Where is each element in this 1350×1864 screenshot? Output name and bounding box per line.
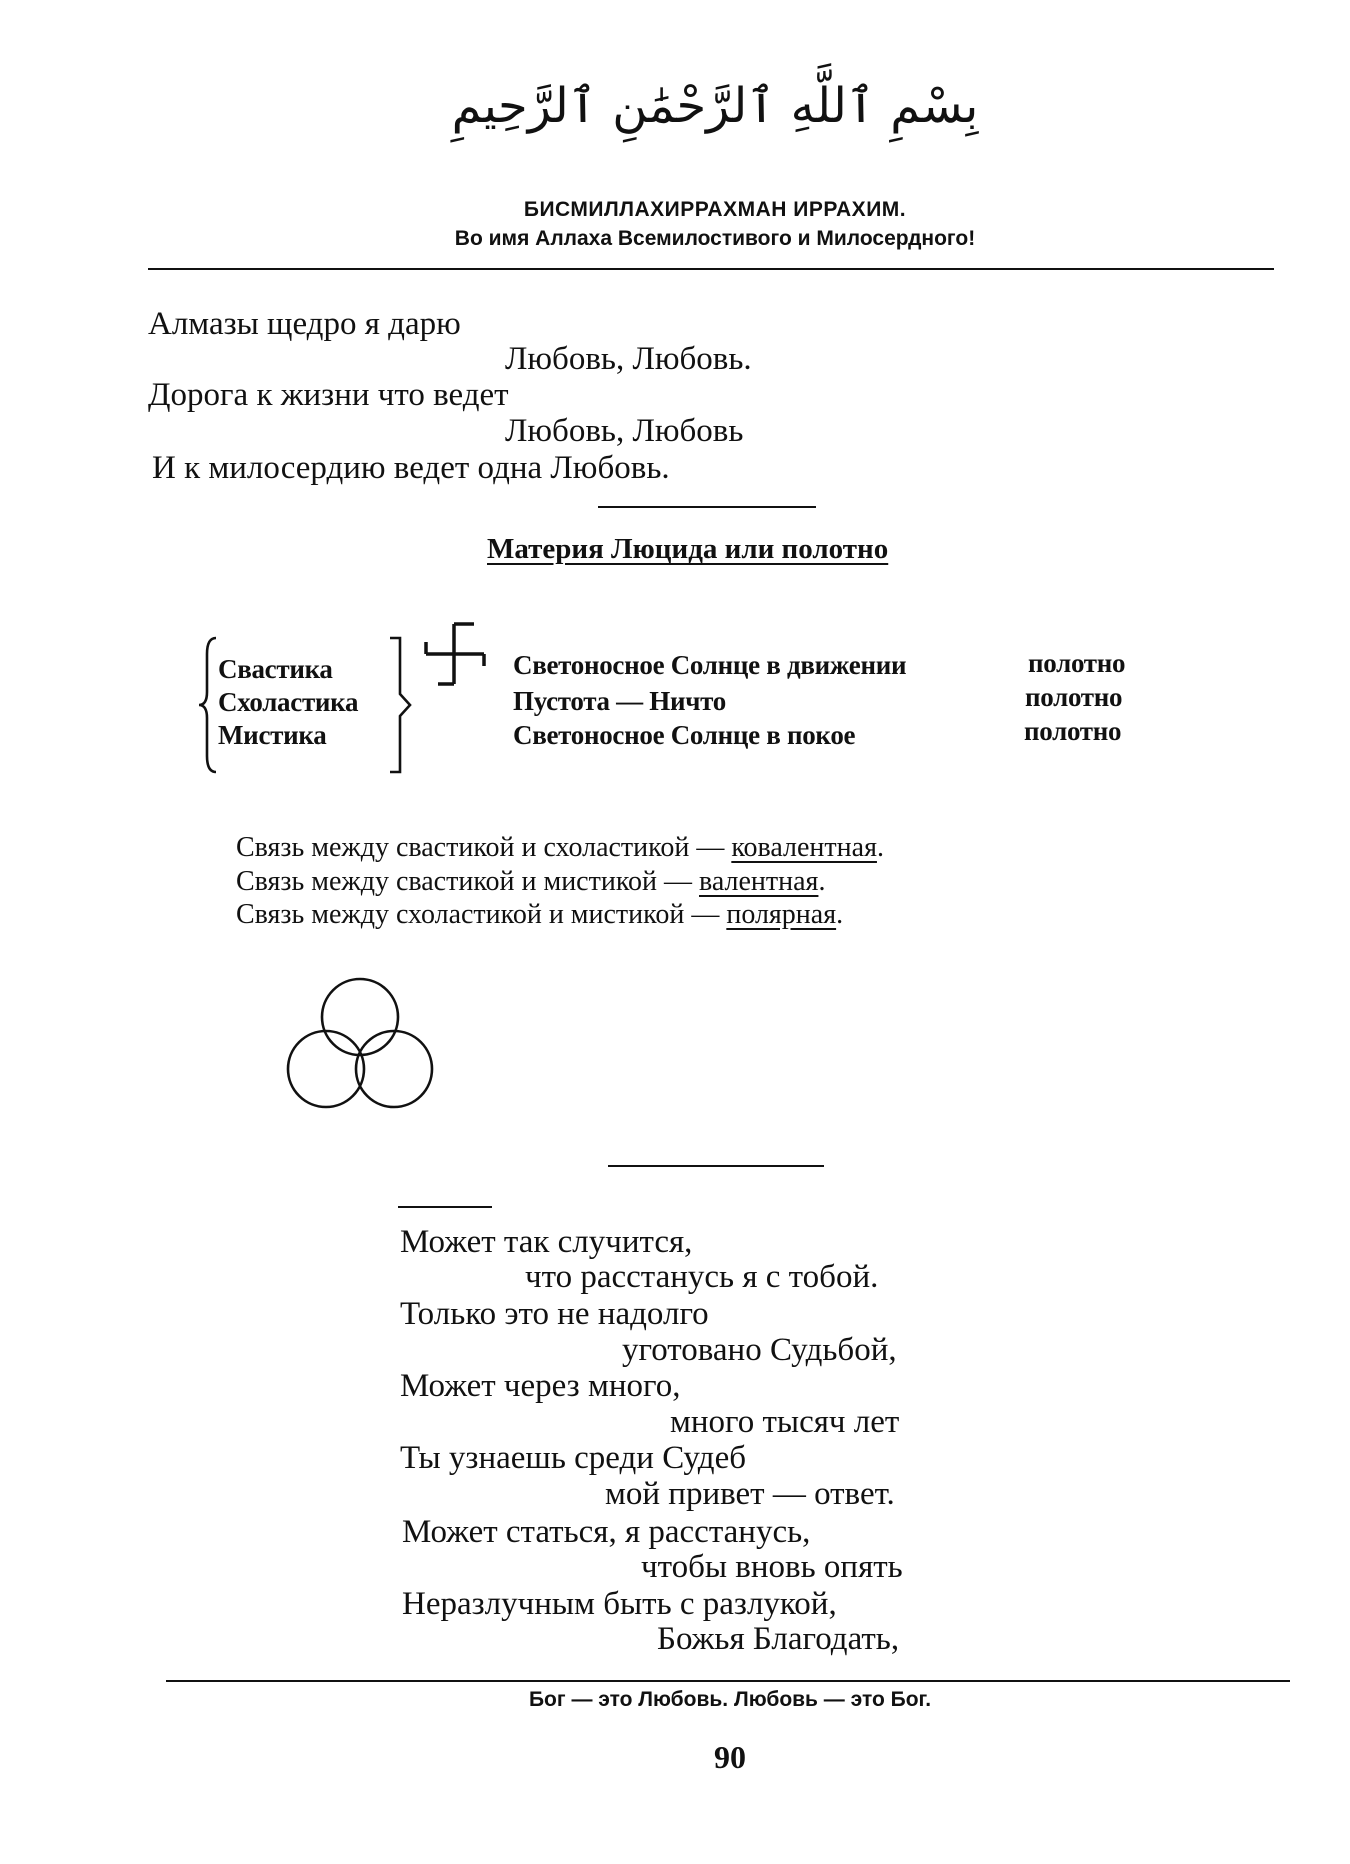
poem2-separator (608, 1165, 824, 1167)
poem2-short-rule (398, 1206, 492, 1208)
relation-end: . (818, 866, 826, 897)
poem1-separator (598, 506, 816, 508)
poem2-line-8: мой привет — ответ. (605, 1476, 895, 1512)
diagram-left-item-2: Схоластика (218, 687, 359, 717)
poem1-line-3: Дорога к жизни что ведет (148, 377, 509, 413)
diagram-right-value-3: полотно (1024, 716, 1122, 746)
poem2-line-2: что расстанусь я с тобой. (525, 1259, 879, 1295)
diagram-right-value-1: полотно (1028, 648, 1126, 678)
diagram-right-label-3: Светоносное Солнце в покое (513, 720, 856, 750)
footer-motto: Бог — это Любовь. Любовь — это Бог. (528, 1688, 932, 1711)
relation-end: . (836, 899, 844, 930)
poem1-line-2: Любовь, Любовь. (505, 341, 752, 377)
relation-line-3 (236, 899, 843, 931)
relation-kind: валентная (699, 866, 819, 897)
diagram-right-value-2: полотно (1025, 682, 1123, 712)
poem2-line-10: чтобы вновь опять (641, 1549, 903, 1585)
poem2-line-3: Только это не надолго (400, 1296, 709, 1332)
poem2-line-4: уготовано Судьбой, (622, 1332, 897, 1368)
header-subtitle: Во имя Аллаха Всемилостивого и Милосердного! (454, 227, 976, 250)
poem1-line-4: Любовь, Любовь (505, 413, 744, 449)
page-number: 90 (714, 1739, 746, 1775)
poem1-line-1: Алмазы щедро я дарю (148, 306, 461, 342)
bismillah-calligraphy: بِسْمِ ٱللَّهِ ٱلرَّحْمَٰنِ ٱلرَّحِيمِ (451, 78, 979, 134)
relation-text: Связь между схоластикой и мистикой — (236, 899, 727, 930)
right-bracket (386, 636, 414, 774)
poem2-line-6: много тысяч лет (670, 1404, 900, 1440)
diagram-left-item-3: Мистика (218, 720, 327, 750)
poem2-line-5: Может через много, (400, 1368, 681, 1404)
poem1-line-5: И к милосердию ведет одна Любовь. (152, 450, 670, 486)
relation-text: Связь между свастикой и схоластикой — (236, 832, 732, 863)
swastika-icon (424, 620, 488, 690)
relation-line-2 (236, 866, 825, 898)
poem2-line-11: Неразлучным быть с разлукой, (402, 1586, 837, 1622)
relation-kind: ковалентная (731, 832, 877, 863)
poem2-line-9: Может статься, я расстанусь, (402, 1514, 811, 1550)
poem2-line-1: Может так случится, (400, 1224, 693, 1260)
relation-end: . (876, 832, 884, 863)
diagram-left-item-1: Свастика (218, 654, 333, 684)
three-circles-icon (280, 972, 440, 1122)
poem2-line-12: Божья Благодать, (657, 1621, 900, 1657)
header-rule (148, 268, 1274, 270)
poem2-line-7: Ты узнаешь среди Судеб (400, 1440, 747, 1476)
section-title: Материя Люцида или полотно (487, 533, 889, 565)
diagram-right-label-2: Пустота — Ничто (513, 686, 726, 716)
footer-rule (166, 1680, 1290, 1682)
relation-kind: полярная (726, 899, 837, 930)
diagram-right-label-1: Светоносное Солнце в движении (513, 650, 907, 680)
header-title: БИСМИЛЛАХИРРАХМАН ИРРАХИМ. (523, 198, 907, 221)
relation-line-1 (236, 832, 884, 864)
relation-text: Связь между свастикой и мистикой — (236, 866, 699, 897)
